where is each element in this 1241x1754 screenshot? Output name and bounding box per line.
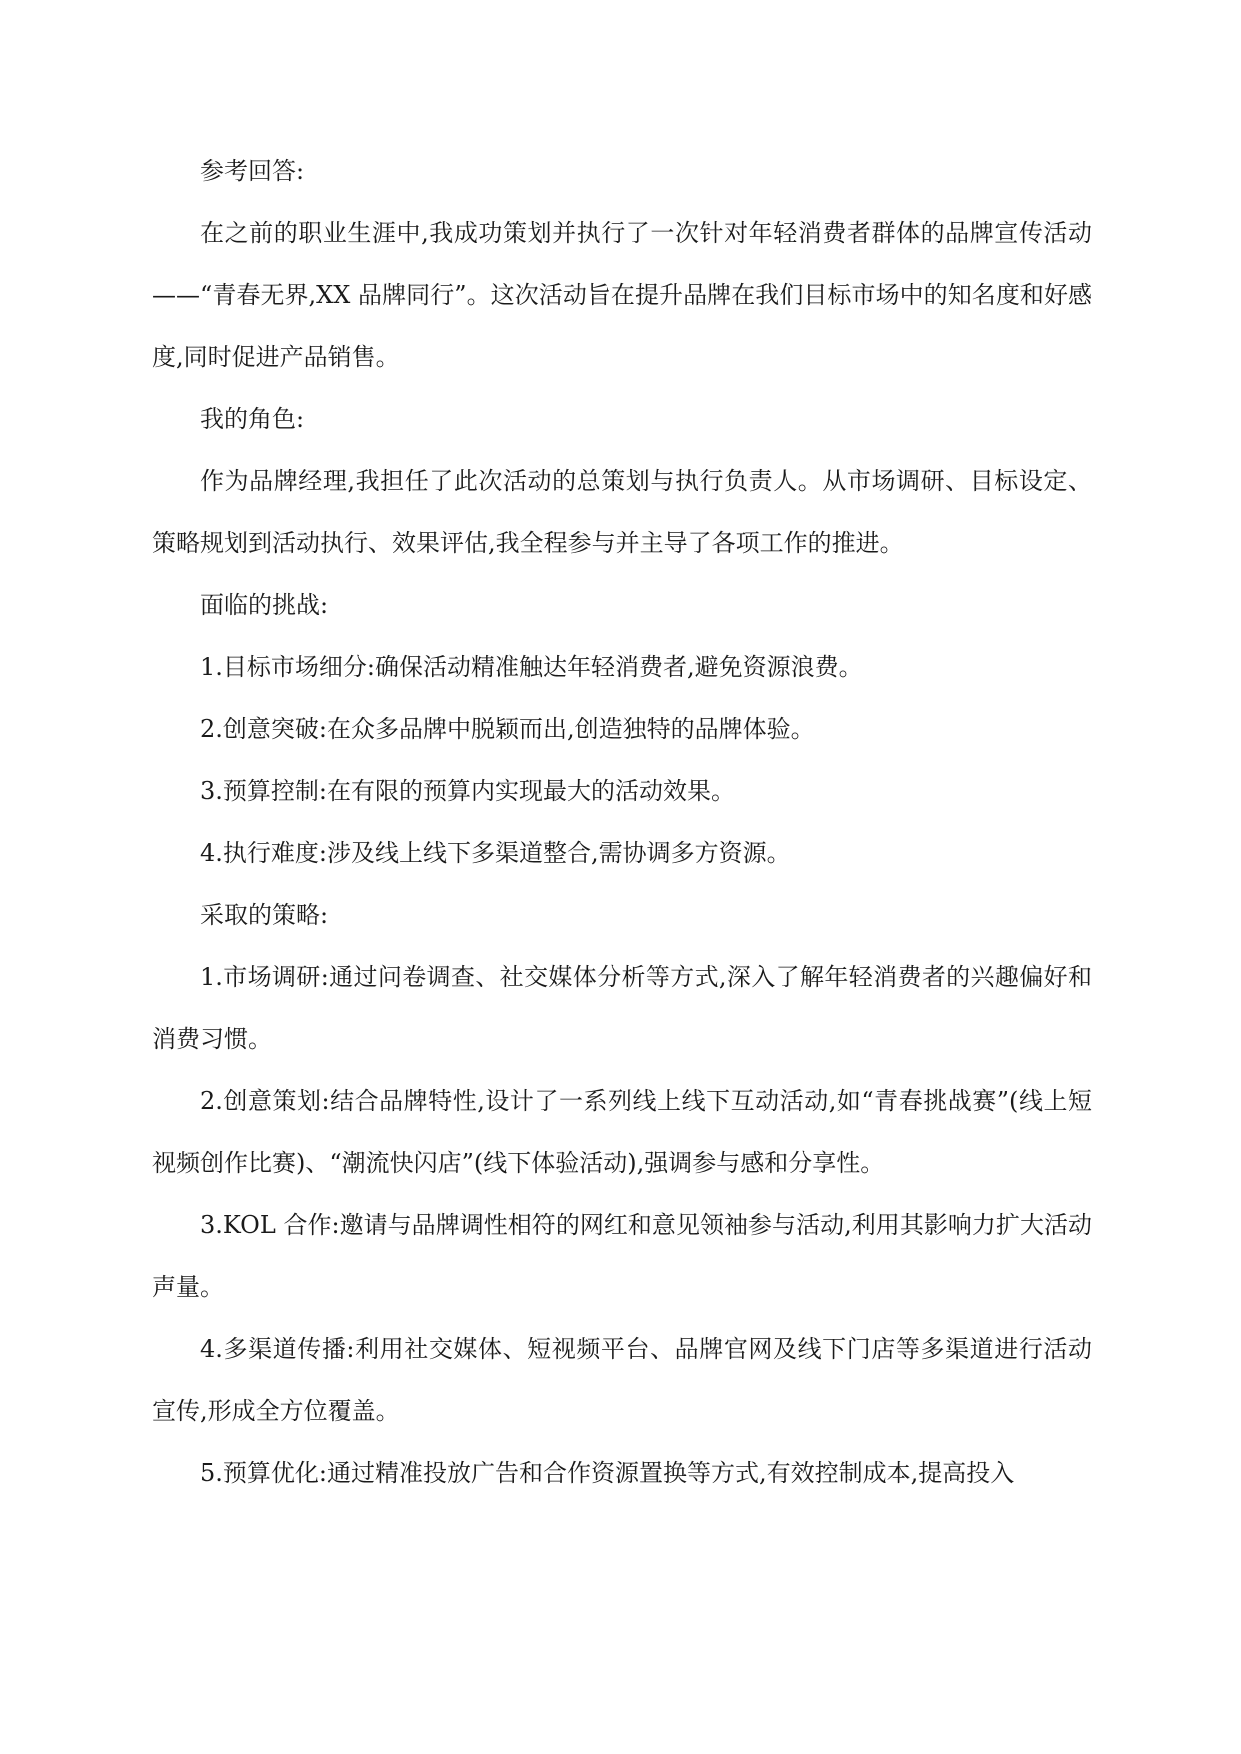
heading-strategies: 采取的策略: xyxy=(200,901,329,929)
document-body xyxy=(152,140,1092,1504)
list-item-strategy-1: 1.市场调研:通过问卷调查、社交媒体分析等方式,深入了解年轻消费者的兴趣偏好和消费习惯。 xyxy=(152,963,1092,1053)
list-item-challenge-3: 3.预算控制:在有限的预算内实现最大的活动效果。 xyxy=(200,777,735,805)
list-item-strategy-2: 2.创意策划:结合品牌特性,设计了一系列线上线下互动活动,如“青春挑战赛”(线上短视频创作比赛)、“潮流快闪店”(线下体验活动),强调参与感和分享性。 xyxy=(152,1087,1092,1177)
paragraph-role: 作为品牌经理,我担任了此次活动的总策划与执行负责人。从市场调研、目标设定、策略规划到活动执行、效果评估,我全程参与并主导了各项工作的推进。 xyxy=(152,467,1092,557)
heading-reference-answer: 参考回答: xyxy=(200,157,305,185)
heading-my-role: 我的角色: xyxy=(200,405,305,433)
paragraph-intro: 在之前的职业生涯中,我成功策划并执行了一次针对年轻消费者群体的品牌宣传活动——“青春无界,XX 品牌同行”。这次活动旨在提升品牌在我们目标市场中的知名度和好感度,同时促进产品销售。 xyxy=(152,219,1092,371)
list-item-challenge-1: 1.目标市场细分:确保活动精准触达年轻消费者,避免资源浪费。 xyxy=(200,653,863,681)
list-item-challenge-4: 4.执行难度:涉及线上线下多渠道整合,需协调多方资源。 xyxy=(200,839,791,867)
list-item-strategy-3: 3.KOL 合作:邀请与品牌调性相符的网红和意见领袖参与活动,利用其影响力扩大活动声量。 xyxy=(152,1211,1092,1301)
list-item-strategy-5: 5.预算优化:通过精准投放广告和合作资源置换等方式,有效控制成本,提高投入 xyxy=(200,1459,1015,1487)
list-item-challenge-2: 2.创意突破:在众多品牌中脱颖而出,创造独特的品牌体验。 xyxy=(200,715,815,743)
heading-challenges: 面临的挑战: xyxy=(200,591,329,619)
list-item-strategy-4: 4.多渠道传播:利用社交媒体、短视频平台、品牌官网及线下门店等多渠道进行活动宣传,形成全方位覆盖。 xyxy=(152,1335,1092,1425)
